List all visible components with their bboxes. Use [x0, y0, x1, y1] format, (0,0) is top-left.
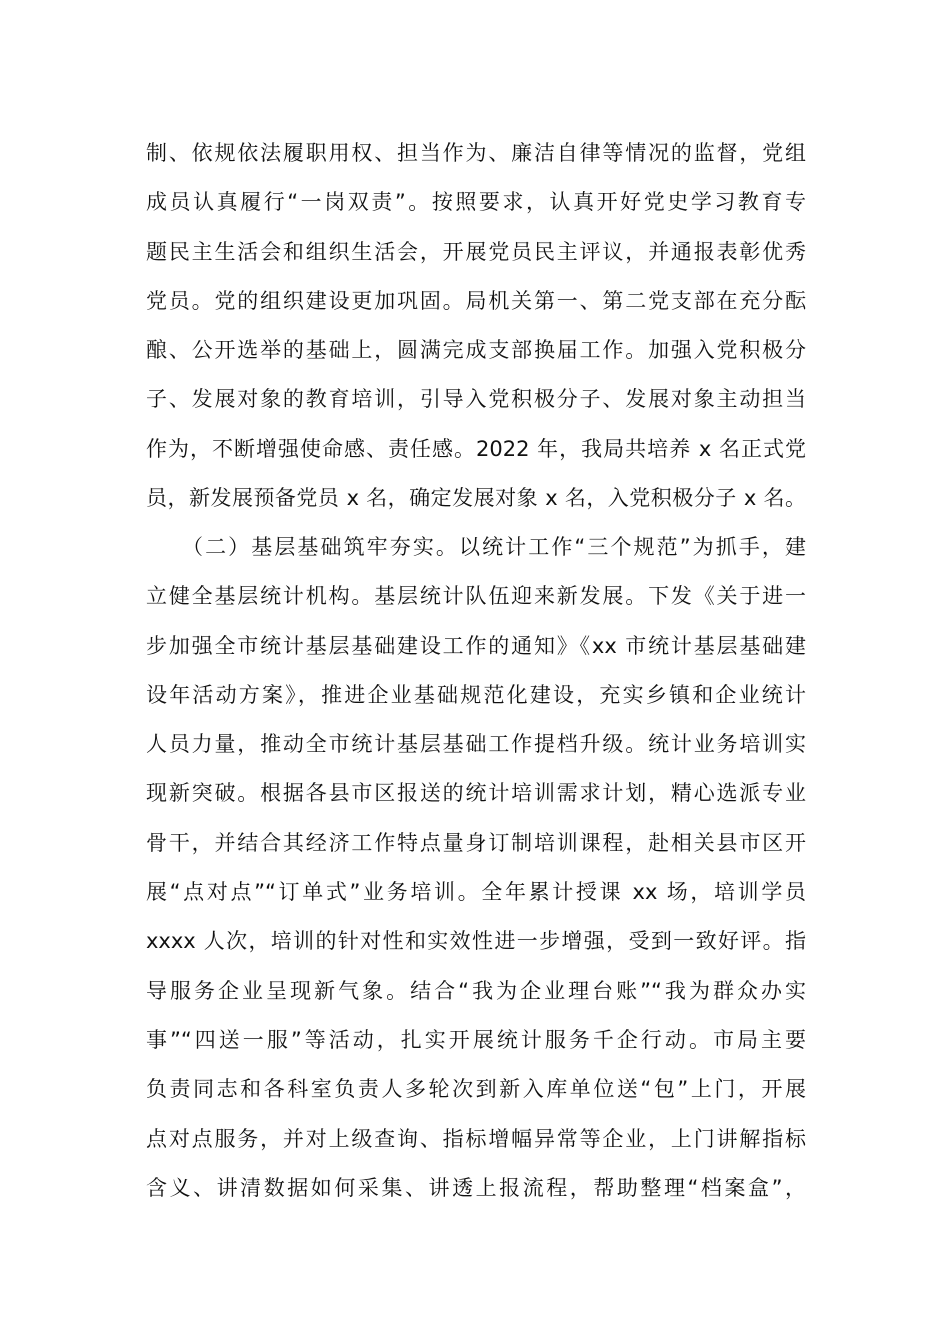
paragraph-party-building [146, 129, 806, 523]
text-line: xxxx 人次，培训的针对性和实效性进一步增强，受到一致好评。指 [146, 929, 806, 954]
text-line: 点对点服务，并对上级查询、指标增幅异常等企业，上门讲解指标 [146, 1126, 806, 1151]
text-line: 事”“四送一服”等活动，扎实开展统计服务千企行动。市局主要 [146, 1027, 806, 1052]
text-line: 展“点对点”“订单式”业务培训。全年累计授课 xx 场，培训学员 [146, 880, 806, 905]
text-line: 步加强全市统计基层基础建设工作的通知》《xx 市统计基层基础建 [146, 633, 806, 658]
text-line: 含义、讲清数据如何采集、讲透上报流程，帮助整理“档案盒”， [146, 1175, 806, 1200]
text-line: 作为，不断增强使命感、责任感。2022 年，我局共培养 x 名正式党 [146, 436, 806, 461]
text-line: 成员认真履行“一岗双责”。按照要求，认真开好党史学习教育专 [146, 190, 806, 215]
text-line: 现新突破。根据各县市区报送的统计培训需求计划，精心选派专业 [146, 781, 806, 806]
text-line: 人员力量，推动全市统计基层基础工作提档升级。统计业务培训实 [146, 732, 806, 757]
text-line: 立健全基层统计机构。基层统计队伍迎来新发展。下发《关于进一 [146, 584, 806, 609]
text-line: 导服务企业呈现新气象。结合“我为企业理台账”“我为群众办实 [146, 978, 806, 1003]
text-line: 员，新发展预备党员 x 名，确定发展对象 x 名，入党积极分子 x 名。 [146, 486, 806, 511]
text-line: 设年活动方案》，推进企业基础规范化建设，充实乡镇和企业统计 [146, 682, 806, 707]
text-line: 子、发展对象的教育培训，引导入党积极分子、发展对象主动担当 [146, 387, 806, 412]
text-line: 酿、公开选举的基础上，圆满完成支部换届工作。加强入党积极分 [146, 338, 806, 363]
paragraph-grassroots-foundation [146, 523, 806, 1213]
section-heading-line: （二）基层基础筑牢夯实。以统计工作“三个规范”为抓手，建 [182, 535, 806, 559]
text-line: 题民主生活会和组织生活会，开展党员民主评议，并通报表彰优秀 [146, 239, 806, 264]
text-line: 党员。党的组织建设更加巩固。局机关第一、第二党支部在充分酝 [146, 288, 806, 313]
text-line: 骨干，并结合其经济工作特点量身订制培训课程，赴相关县市区开 [146, 830, 806, 855]
text-line: 制、依规依法履职用权、担当作为、廉洁自律等情况的监督，党组 [146, 141, 806, 165]
text-line: 负责同志和各科室负责人多轮次到新入库单位送“包”上门，开展 [146, 1077, 806, 1102]
